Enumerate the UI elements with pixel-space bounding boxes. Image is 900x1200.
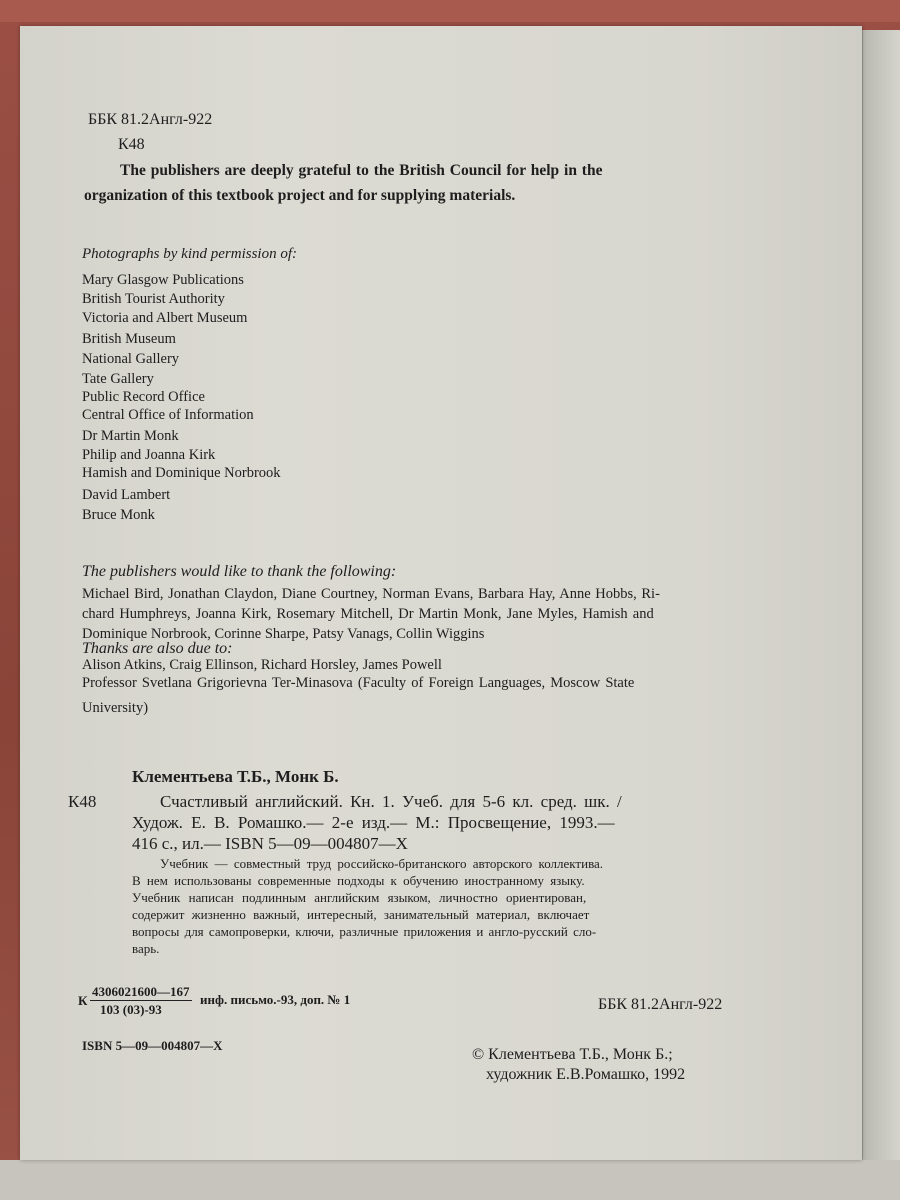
list-item: Victoria and Albert Museum: [82, 310, 248, 326]
also-line: Professor Svetlana Grigorievna Ter-Minasova (Faculty of Foreign Languages, Moscow State: [82, 675, 635, 691]
footer-info: инф. письмо.-93, доп. № 1: [200, 992, 351, 1007]
annotation-line: содержит жизненно важный, интересный, занимательный материал, включает: [132, 907, 590, 922]
copyright-line: художник Е.В.Ромашко, 1992: [486, 1066, 686, 1083]
thanks-line: chard Humphreys, Joanna Kirk, Rosemary Mitchell, Dr Martin Monk, Jane Myles, Hamish and: [82, 606, 654, 622]
catalog-code: К48: [118, 136, 145, 153]
thanks-line: Michael Bird, Jonathan Claydon, Diane Courtney, Norman Evans, Barbara Hay, Anne Hobbs, Ri-: [82, 586, 660, 602]
list-item: Dr Martin Monk: [82, 428, 179, 444]
footer-k: К: [78, 993, 88, 1008]
also-line: Alison Atkins, Craig Ellinson, Richard Horsley, James Powell: [82, 657, 442, 673]
catalog-authors: Клементьева Т.Б., Монк Б.: [132, 767, 339, 786]
thanks-line: Dominique Norbrook, Corinne Sharpe, Patsy Vanags, Collin Wiggins: [82, 626, 485, 642]
catalog-code-k48: К48: [68, 792, 97, 811]
footer-bbk: ББК 81.2Англ-922: [598, 996, 723, 1013]
annotation-line: В нем использованы современные подходы к обучению иностранному языку.: [132, 873, 585, 888]
next-page-edge: [862, 30, 900, 1190]
cover-edge: [0, 0, 900, 22]
also-line: University): [82, 700, 149, 716]
footer-isbn: ISBN 5—09—004807—X: [82, 1038, 223, 1053]
catalog-line: Счастливый английский. Кн. 1. Учеб. для 5-6 кл. сред. шк. /: [160, 792, 622, 811]
footer-numerator: 4306021600—167: [92, 984, 190, 999]
annotation-line: варь.: [132, 941, 160, 956]
list-item: David Lambert: [82, 487, 171, 503]
bbk-code: ББК 81.2Англ-922: [88, 111, 213, 128]
list-item: Public Record Office: [82, 389, 205, 405]
list-item: Bruce Monk: [82, 507, 155, 523]
grateful-line-2: organization of this textbook project and for supplying materials.: [84, 187, 516, 204]
bottom-page-edge: [0, 1160, 900, 1200]
also-heading: Thanks are also due to:: [82, 640, 233, 657]
footer-denominator: 103 (03)-93: [100, 1002, 162, 1017]
book-page: [20, 26, 862, 1160]
list-item: National Gallery: [82, 351, 180, 367]
list-item: British Tourist Authority: [82, 291, 225, 307]
annotation-line: вопросы для самопроверки, ключи, различные приложения и англо-русский сло-: [132, 924, 597, 939]
list-item: Hamish and Dominique Norbrook: [82, 465, 281, 481]
grateful-line-1: The publishers are deeply grateful to the British Council for help in the: [120, 162, 603, 179]
annotation-line: Учебник — совместный труд российско-британского авторского коллектива.: [160, 856, 604, 871]
list-item: Philip and Joanna Kirk: [82, 447, 216, 463]
thanks-heading: The publishers would like to thank the following:: [82, 563, 397, 580]
list-item: Mary Glasgow Publications: [82, 272, 244, 288]
list-item: Central Office of Information: [82, 407, 254, 423]
annotation-line: Учебник написан подлинным английским языком, личностно ориентирован,: [132, 890, 587, 905]
copyright-line: © Клементьева Т.Б., Монк Б.;: [472, 1046, 673, 1063]
list-item: Tate Gallery: [82, 371, 154, 387]
list-item: British Museum: [82, 331, 176, 347]
photographs-heading: Photographs by kind permission of:: [82, 246, 297, 262]
catalog-line: Худож. Е. В. Ромашко.— 2-е изд.— М.: Просвещение, 1993.—: [132, 813, 615, 832]
catalog-line: 416 с., ил.— ISBN 5—09—004807—X: [132, 834, 408, 853]
